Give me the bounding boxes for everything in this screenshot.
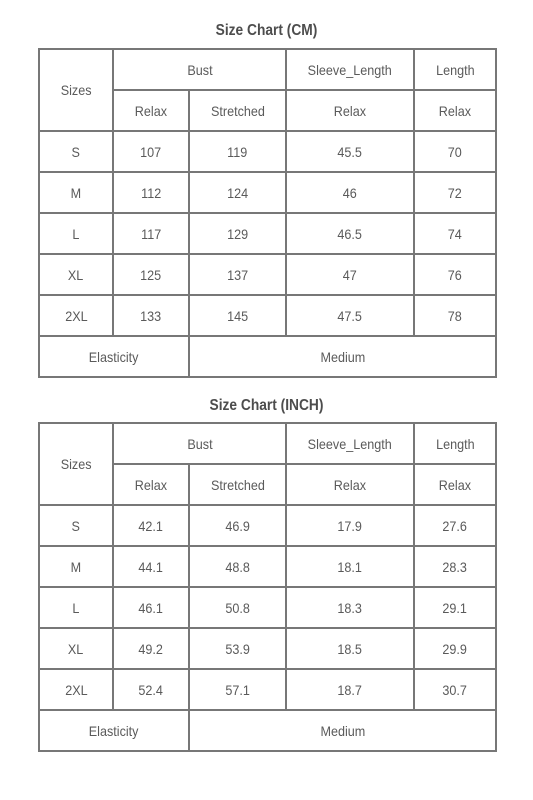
bust-relax-cell: 46.1 (113, 587, 189, 628)
table-row (39, 587, 496, 628)
sleeve-cell: 18.7 (286, 669, 414, 710)
table-row (39, 295, 496, 336)
bust-stretched-cell: 119 (189, 131, 286, 172)
table-row (39, 254, 496, 295)
size-cell: S (39, 131, 113, 172)
subheader-length-relax: Relax (414, 90, 496, 131)
subheader-sleeve-relax: Relax (286, 464, 414, 505)
sleeve-cell: 47.5 (286, 295, 414, 336)
subheader-bust-stretched: Stretched (189, 464, 286, 505)
length-cell: 27.6 (414, 505, 496, 546)
bust-stretched-cell: 129 (189, 213, 286, 254)
header-sleeve-length: Sleeve_Length (286, 423, 414, 464)
sleeve-cell: 47 (286, 254, 414, 295)
length-cell: 29.9 (414, 628, 496, 669)
bust-relax-cell: 133 (113, 295, 189, 336)
subheader-sleeve-relax: Relax (286, 90, 414, 131)
header-sizes: Sizes (39, 49, 113, 131)
length-cell: 78 (414, 295, 496, 336)
table-row (39, 628, 496, 669)
header-sleeve-length: Sleeve_Length (286, 49, 414, 90)
sleeve-cell: 45.5 (286, 131, 414, 172)
bust-stretched-cell: 46.9 (189, 505, 286, 546)
bust-relax-cell: 107 (113, 131, 189, 172)
bust-stretched-cell: 137 (189, 254, 286, 295)
bust-stretched-cell: 145 (189, 295, 286, 336)
length-cell: 30.7 (414, 669, 496, 710)
elasticity-value: Medium (189, 336, 496, 377)
header-length: Length (414, 423, 496, 464)
length-cell: 29.1 (414, 587, 496, 628)
table-row (39, 505, 496, 546)
table-row (39, 172, 496, 213)
size-cell: L (39, 587, 113, 628)
subheader-bust-relax: Relax (113, 90, 189, 131)
length-cell: 70 (414, 131, 496, 172)
table-row (39, 669, 496, 710)
length-cell: 72 (414, 172, 496, 213)
elasticity-row (39, 710, 496, 751)
table-row (39, 213, 496, 254)
bust-relax-cell: 49.2 (113, 628, 189, 669)
sleeve-cell: 17.9 (286, 505, 414, 546)
length-cell: 74 (414, 213, 496, 254)
sleeve-cell: 18.3 (286, 587, 414, 628)
size-cell: L (39, 213, 113, 254)
elasticity-row (39, 336, 496, 377)
length-cell: 28.3 (414, 546, 496, 587)
size-cell: XL (39, 628, 113, 669)
elasticity-value: Medium (189, 710, 496, 751)
subheader-bust-stretched: Stretched (189, 90, 286, 131)
size-cell: M (39, 546, 113, 587)
sleeve-cell: 18.1 (286, 546, 414, 587)
bust-stretched-cell: 53.9 (189, 628, 286, 669)
sleeve-cell: 46 (286, 172, 414, 213)
bust-stretched-cell: 50.8 (189, 587, 286, 628)
size-chart-inch-title: Size Chart (INCH) (209, 397, 324, 414)
size-cell: XL (39, 254, 113, 295)
header-row (39, 423, 496, 464)
length-cell: 76 (414, 254, 496, 295)
bust-stretched-cell: 124 (189, 172, 286, 213)
bust-relax-cell: 42.1 (113, 505, 189, 546)
table-row (39, 131, 496, 172)
size-chart-cm-title: Size Chart (CM) (215, 22, 318, 39)
header-sizes: Sizes (39, 423, 113, 505)
size-cell: M (39, 172, 113, 213)
bust-relax-cell: 117 (113, 213, 189, 254)
header-length: Length (414, 49, 496, 90)
sleeve-cell: 46.5 (286, 213, 414, 254)
size-cell: 2XL (39, 669, 113, 710)
elasticity-label: Elasticity (39, 336, 189, 377)
bust-relax-cell: 125 (113, 254, 189, 295)
subheader-length-relax: Relax (414, 464, 496, 505)
header-bust: Bust (113, 49, 286, 90)
bust-stretched-cell: 57.1 (189, 669, 286, 710)
subheader-bust-relax: Relax (113, 464, 189, 505)
bust-relax-cell: 44.1 (113, 546, 189, 587)
sleeve-cell: 18.5 (286, 628, 414, 669)
bust-stretched-cell: 48.8 (189, 546, 286, 587)
table-row (39, 546, 496, 587)
bust-relax-cell: 112 (113, 172, 189, 213)
header-row (39, 49, 496, 90)
header-bust: Bust (113, 423, 286, 464)
size-cell: S (39, 505, 113, 546)
elasticity-label: Elasticity (39, 710, 189, 751)
size-cell: 2XL (39, 295, 113, 336)
size-chart-cm-table (38, 48, 497, 378)
bust-relax-cell: 52.4 (113, 669, 189, 710)
size-chart-inch-table (38, 422, 497, 752)
